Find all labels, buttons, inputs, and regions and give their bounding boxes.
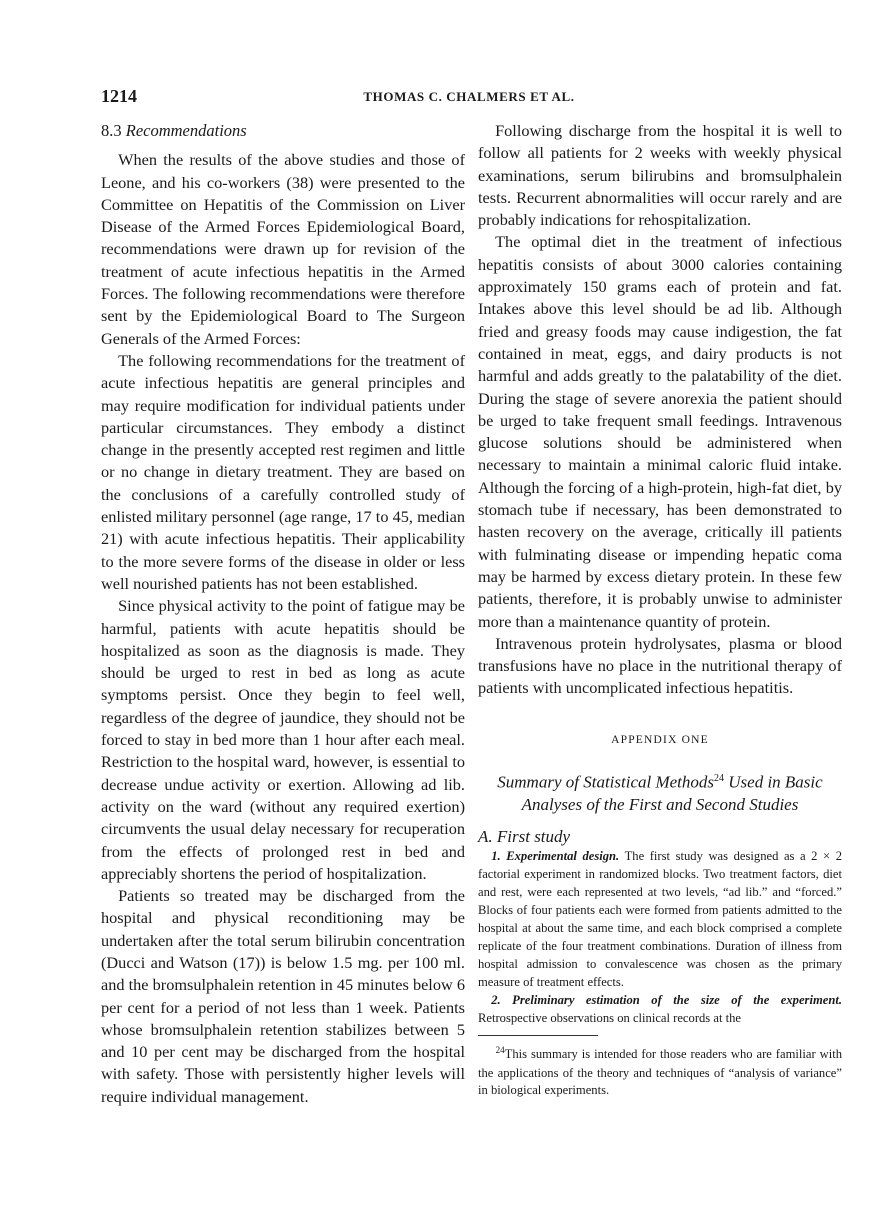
appendix-item-1 <box>478 848 842 991</box>
paragraph: Intravenous protein hydrolysates, plasma or blood transfusions have no place in the nutritional therapy of patients with uncomplicated infectious hepatitis. <box>478 633 842 698</box>
item-label: 2. Preliminary estimation of the size of the experiment. <box>491 992 842 1007</box>
page-header <box>101 86 837 108</box>
page-number: 1214 <box>101 86 137 106</box>
footnote-reference: 24 <box>714 772 725 784</box>
paragraph: Patients so treated may be discharged from the hospital and physical reconditioning may be undertaken after the total serum bilirubin concentration (Ducci and Watson (17)) is below 1.5 mg. per 100 ml. and the bromsulphalein retention in 45 minutes below 6 per cent for a period of not less than 1 week. Patients whose bromsulphalein retention stabilizes between 5 and 10 per cent may be discharged from the hospital with safety. Those with persistently higher levels will require individual management. <box>101 886 465 1106</box>
footnote-rule <box>478 1035 598 1036</box>
section-heading <box>101 120 465 142</box>
running-head: THOMAS C. CHALMERS ET AL. <box>363 89 575 104</box>
appendix-title-part-b: Used in Basic Analyses of the First and Second Studies <box>521 772 823 815</box>
footnote-mark: 24 <box>495 1045 505 1056</box>
appendix-label: APPENDIX ONE <box>611 733 709 746</box>
paragraph: The optimal diet in the treatment of infectious hepatitis consists of about 3000 calories containing approximately 150 grams each of protein and fat. Intakes above this level should be ad lib. Although fried and greasy foods may cause indigestion, the fat contained in meat, eggs, and dairy products is not harmful and adds greatly to the palatability of the diet. During the stage of severe anorexia the patient should be urged to take frequent small feedings. Intravenous glucose solutions should be administered when necessary to maintain a minimal caloric fluid intake. Although the forcing of a high-protein, high-fat diet, by stomach tube if necessary, has been demonstrated to hasten recovery on the average, critically ill patients with fulminating disease or impending hepatic coma may be harmed by excess dietary protein. In these few patients, therefore, it is probably unwise to administer more than a maintenance quantity of protein. <box>478 232 842 631</box>
paragraph: The following recommendations for the treatment of acute infectious hepatitis are general principles and may require modification for individual patients under particular circumstances. They embody a distinct change in the presently accepted rest regimen and little or no change in dietary treatment. They are based on the conclusions of a carefully controlled study of enlisted military personnel (age range, 17 to 45, median 21) with acute infectious hepatitis. Their applicability to the more severe forms of the disease in older or less well nourished patients has not been established. <box>101 350 465 593</box>
subsection-title: A. First study <box>478 827 571 847</box>
appendix-title <box>478 767 842 817</box>
appendix-body <box>478 848 842 1027</box>
appendix-item-2 <box>478 992 842 1028</box>
item-label: 1. Experimental design. <box>491 849 620 864</box>
right-column <box>478 120 842 1100</box>
item-text: The first study was designed as a 2 × 2 factorial experiment in randomized blocks. Two treatment factors, diet and rest, were each represented at two levels, “ad lib.” and “forced.” Blocks of four patients each were formed from patients admitted to the hospital at about the same time, and each block comprised a complete replicate of the four treatment combinations. Duration of illness from hospital admission to convalescence was chosen as the primary measure of treatment effects. <box>478 849 843 989</box>
footnote <box>478 1042 842 1100</box>
section-title: Recommendations <box>125 121 247 140</box>
section-number: 8.3 <box>101 121 122 140</box>
item-text: Retrospective observations on clinical records at the <box>478 1010 741 1025</box>
appendix-title-part-a: Summary of Statistical Methods <box>497 772 715 792</box>
paragraph: When the results of the above studies and those of Leone, and his co-workers (38) were presented to the Committee on Hepatitis of the Commission on Liver Disease of the Armed Forces Epidemiological Board, recommendations were drawn up for revision of the treatment of acute infectious hepatitis in the Armed Forces. The following recommendations were therefore sent by the Epidemiological Board to The Surgeon Generals of the Armed Forces: <box>101 150 465 348</box>
paragraph: Following discharge from the hospital it is well to follow all patients for 2 weeks with weekly physical examinations, serum bilirubins and bromsulphalein tests. Recurrent abnormalities will occur rarely and are probably indications for rehospitalization. <box>478 121 842 230</box>
paragraph: Since physical activity to the point of fatigue may be harmful, patients with acute hepatitis should be hospitalized as soon as the diagnosis is made. They should be urged to rest in bed as long as acute symptoms persist. Once they begin to feel well, regardless of the degree of jaundice, they should not be forced to stay in bed more than 1 hour after each meal. Restriction to the hospital ward, however, is essential to decrease undue activity or exertion. Allowing ad lib. activity on the ward (without any required exertion) circumvents the usual delay necessary for recuperation from the effects of prolonged rest in bed and appreciably shortens the period of hospitalization. <box>101 596 465 883</box>
left-column <box>101 120 465 1108</box>
footnote-text: This summary is intended for those readers who are familiar with the applications of the theory and techniques of “analysis of variance” in biological experiments. <box>478 1047 842 1098</box>
